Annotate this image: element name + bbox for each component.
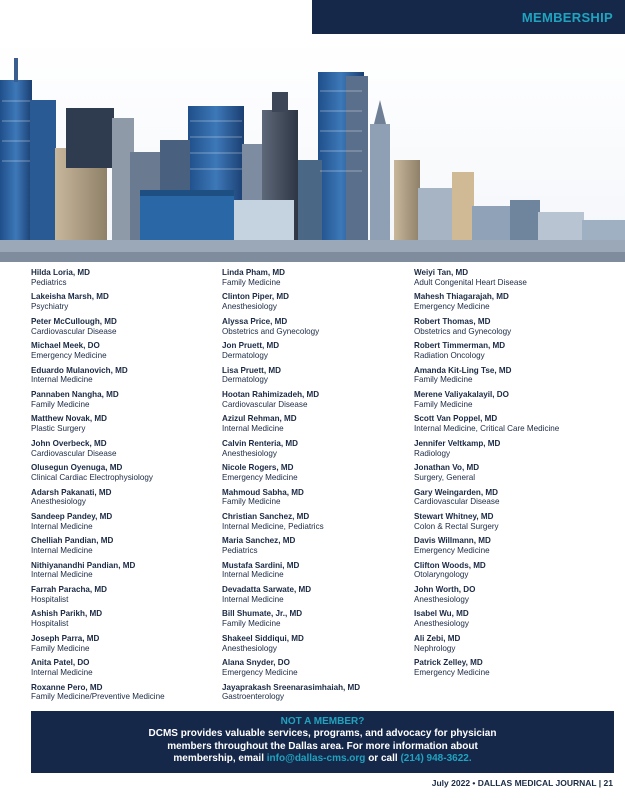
member-specialty: Emergency Medicine: [31, 350, 107, 360]
member-specialty: Internal Medicine: [222, 424, 284, 434]
member-name: Christian Sanchez, MD: [222, 511, 310, 521]
member-name: Calvin Renteria, MD: [222, 438, 299, 448]
member-entry: [222, 561, 407, 585]
member-entry: [414, 414, 614, 438]
dallas-skyline-image: [0, 40, 625, 262]
section-title: MEMBERSHIP: [521, 10, 613, 25]
member-entry: [31, 439, 216, 463]
member-name: Weiyi Tan, MD: [414, 268, 469, 277]
member-entry: [31, 292, 216, 316]
member-entry: [31, 536, 216, 560]
member-name: Shakeel Siddiqui, MD: [222, 633, 304, 643]
member-specialty: Anesthesiology: [31, 497, 86, 507]
member-specialty: Internal Medicine: [222, 594, 284, 604]
member-entry: [222, 463, 407, 487]
member-entry: [222, 536, 407, 560]
member-specialty: Family Medicine: [414, 375, 473, 385]
member-specialty: Family Medicine: [414, 399, 473, 409]
member-specialty: Otolaryngology: [414, 570, 469, 580]
member-specialty: Anesthesiology: [222, 302, 277, 312]
member-entry: [414, 634, 614, 658]
member-specialty: Pediatrics: [222, 546, 258, 556]
member-entry: [31, 683, 216, 707]
member-name: Maria Sanchez, MD: [222, 536, 296, 546]
member-specialty: Family Medicine: [31, 643, 90, 653]
member-entry: [31, 390, 216, 414]
member-specialty: Internal Medicine, Pediatrics: [222, 521, 324, 531]
member-entry: [414, 658, 614, 682]
member-specialty: Emergency Medicine: [222, 668, 298, 678]
member-specialty: Internal Medicine, Critical Care Medicine: [414, 424, 560, 434]
member-entry: [414, 341, 614, 365]
member-specialty: Nephrology: [414, 643, 456, 653]
member-name: Davis Willmann, MD: [414, 536, 491, 546]
member-name: Lakeisha Marsh, MD: [31, 292, 109, 302]
callout-line-3-prefix: membership, email: [173, 753, 267, 765]
member-name: Joseph Parra, MD: [31, 633, 100, 643]
member-entry: [31, 658, 216, 682]
member-entry: [222, 292, 407, 316]
member-specialty: Internal Medicine: [31, 375, 93, 385]
callout-line-3-mid: or call: [365, 753, 401, 765]
member-specialty: Anesthesiology: [222, 448, 277, 458]
member-specialty: Family Medicine: [222, 497, 281, 507]
member-specialty: Surgery, General: [414, 472, 476, 482]
member-entry: [222, 439, 407, 463]
member-name: Azizul Rehman, MD: [222, 414, 297, 424]
member-column-2: [222, 268, 407, 707]
member-name: Robert Timmerman, MD: [414, 341, 506, 351]
member-entry: [414, 585, 614, 609]
member-specialty: Cardiovascular Disease: [414, 497, 500, 507]
member-entry: [222, 683, 407, 707]
member-entry: [31, 512, 216, 536]
member-name: John Overbeck, MD: [31, 438, 107, 448]
member-column-1: [31, 268, 216, 707]
callout-title: NOT A MEMBER?: [280, 716, 365, 727]
member-specialty: Clinical Cardiac Electrophysiology: [31, 472, 153, 482]
member-name: John Worth, DO: [414, 585, 476, 595]
member-specialty: Radiology: [414, 448, 450, 458]
membership-callout: [31, 711, 614, 773]
member-specialty: Internal Medicine: [31, 668, 93, 678]
member-specialty: Radiation Oncology: [414, 350, 485, 360]
member-specialty: Internal Medicine: [222, 570, 284, 580]
member-specialty: Dermatology: [222, 375, 268, 385]
member-entry: [222, 341, 407, 365]
member-entry: [414, 536, 614, 560]
member-entry: [414, 512, 614, 536]
member-name: Matthew Novak, MD: [31, 414, 108, 424]
member-entry: [414, 488, 614, 512]
member-specialty: Family Medicine: [222, 619, 281, 629]
member-entry: [414, 463, 614, 487]
member-entry: [31, 366, 216, 390]
member-specialty: Emergency Medicine: [414, 668, 490, 678]
member-entry: [31, 585, 216, 609]
member-entry: [222, 390, 407, 414]
member-name: Hootan Rahimizadeh, MD: [222, 389, 320, 399]
member-entry: [31, 414, 216, 438]
member-entry: [222, 658, 407, 682]
member-name: Nicole Rogers, MD: [222, 463, 294, 473]
member-name: Clinton Piper, MD: [222, 292, 289, 302]
member-name: Alana Snyder, DO: [222, 658, 290, 668]
member-entry: [414, 292, 614, 316]
member-name: Patrick Zelley, MD: [414, 658, 483, 668]
member-name: Sandeep Pandey, MD: [31, 511, 113, 521]
member-specialty: Family Medicine: [222, 277, 281, 287]
member-specialty: Hospitalist: [31, 594, 69, 604]
member-specialty: Anesthesiology: [222, 643, 277, 653]
member-name: Jennifer Veltkamp, MD: [414, 438, 501, 448]
member-name: Mustafa Sardini, MD: [222, 560, 300, 570]
member-name: Amanda Kit-Ling Tse, MD: [414, 365, 512, 375]
member-name: Merene Valiyakalayil, DO: [414, 389, 509, 399]
member-name: Jayaprakash Sreenarasimhaiah, MD: [222, 682, 361, 692]
member-specialty: Pediatrics: [31, 277, 67, 287]
member-entry: [31, 268, 216, 292]
member-specialty: Colon & Rectal Surgery: [414, 521, 499, 531]
member-name: Isabel Wu, MD: [414, 609, 469, 619]
member-name: Olusegun Oyenuga, MD: [31, 463, 123, 473]
member-specialty: Emergency Medicine: [414, 302, 490, 312]
member-specialty: Family Medicine/Preventive Medicine: [31, 692, 165, 702]
member-specialty: Cardiovascular Disease: [222, 399, 308, 409]
member-name: Hilda Loria, MD: [31, 268, 90, 277]
member-name: Anita Patel, DO: [31, 658, 90, 668]
member-entry: [222, 609, 407, 633]
callout-line-1: DCMS provides valuable services, programs, and advocacy for physician: [148, 728, 497, 739]
member-name: Mahmoud Sabha, MD: [222, 487, 304, 497]
member-directory: [31, 268, 621, 708]
member-entry: [222, 414, 407, 438]
member-entry: [414, 390, 614, 414]
member-specialty: Cardiovascular Disease: [31, 326, 117, 336]
email-link[interactable]: info@dallas-cms.org: [266, 753, 366, 765]
member-name: Stewart Whitney, MD: [414, 511, 494, 521]
member-name: Scott Van Poppel, MD: [414, 414, 498, 424]
member-entry: [414, 439, 614, 463]
member-name: Ashish Parikh, MD: [31, 609, 103, 619]
member-name: Lisa Pruett, MD: [222, 365, 281, 375]
phone-number: (214) 948-3622.: [400, 753, 472, 765]
member-entry: [31, 561, 216, 585]
member-name: Pannaben Nangha, MD: [31, 389, 119, 399]
member-specialty: Family Medicine: [31, 399, 90, 409]
member-entry: [222, 366, 407, 390]
member-name: Jonathan Vo, MD: [414, 463, 480, 473]
member-name: Roxanne Pero, MD: [31, 682, 103, 692]
member-name: Robert Thomas, MD: [414, 316, 491, 326]
member-entry: [222, 317, 407, 341]
section-header-bar: [312, 0, 625, 34]
member-name: Gary Weingarden, MD: [414, 487, 498, 497]
member-specialty: Hospitalist: [31, 619, 69, 629]
member-entry: [222, 634, 407, 658]
member-entry: [31, 609, 216, 633]
member-specialty: Psychiatry: [31, 302, 69, 312]
member-specialty: Internal Medicine: [31, 546, 93, 556]
member-specialty: Anesthesiology: [414, 594, 469, 604]
member-name: Devadatta Sarwate, MD: [222, 585, 312, 595]
page-footer: July 2022 • DALLAS MEDICAL JOURNAL | 21: [431, 778, 613, 788]
member-entry: [414, 268, 614, 292]
member-entry: [414, 561, 614, 585]
member-specialty: Cardiovascular Disease: [31, 448, 117, 458]
member-entry: [31, 317, 216, 341]
member-entry: [222, 268, 407, 292]
member-column-3: [414, 268, 614, 683]
member-specialty: Emergency Medicine: [222, 472, 298, 482]
member-name: Ali Zebi, MD: [414, 633, 461, 643]
member-entry: [414, 366, 614, 390]
member-name: Clifton Woods, MD: [414, 560, 486, 570]
member-name: Linda Pham, MD: [222, 268, 285, 277]
member-specialty: Obstetrics and Gynecology: [222, 326, 320, 336]
member-specialty: Adult Congenital Heart Disease: [414, 277, 527, 287]
member-specialty: Emergency Medicine: [414, 546, 490, 556]
member-specialty: Internal Medicine: [31, 570, 93, 580]
member-specialty: Internal Medicine: [31, 521, 93, 531]
member-name: Chelliah Pandian, MD: [31, 536, 114, 546]
member-entry: [222, 585, 407, 609]
member-name: Mahesh Thiagarajah, MD: [414, 292, 509, 302]
member-entry: [222, 488, 407, 512]
member-name: Jon Pruett, MD: [222, 341, 280, 351]
callout-line-2: members throughout the Dallas area. For more information about: [167, 740, 478, 752]
member-entry: [31, 634, 216, 658]
member-specialty: Obstetrics and Gynecology: [414, 326, 512, 336]
callout-line-3: [31, 753, 614, 766]
member-entry: [414, 609, 614, 633]
member-name: Alyssa Price, MD: [222, 316, 288, 326]
member-specialty: Plastic Surgery: [31, 424, 86, 434]
member-name: Adarsh Pakanati, MD: [31, 487, 112, 497]
member-entry: [31, 488, 216, 512]
member-name: Peter McCullough, MD: [31, 316, 117, 326]
member-entry: [222, 512, 407, 536]
member-entry: [414, 317, 614, 341]
member-specialty: Gastroenterology: [222, 692, 285, 702]
member-specialty: Anesthesiology: [414, 619, 469, 629]
member-name: Bill Shumate, Jr., MD: [222, 609, 303, 619]
member-name: Eduardo Mulanovich, MD: [31, 365, 128, 375]
member-specialty: Dermatology: [222, 350, 268, 360]
member-name: Nithiyanandhi Pandian, MD: [31, 560, 136, 570]
member-entry: [31, 463, 216, 487]
member-name: Michael Meek, DO: [31, 341, 100, 351]
member-entry: [31, 341, 216, 365]
member-name: Farrah Paracha, MD: [31, 585, 108, 595]
